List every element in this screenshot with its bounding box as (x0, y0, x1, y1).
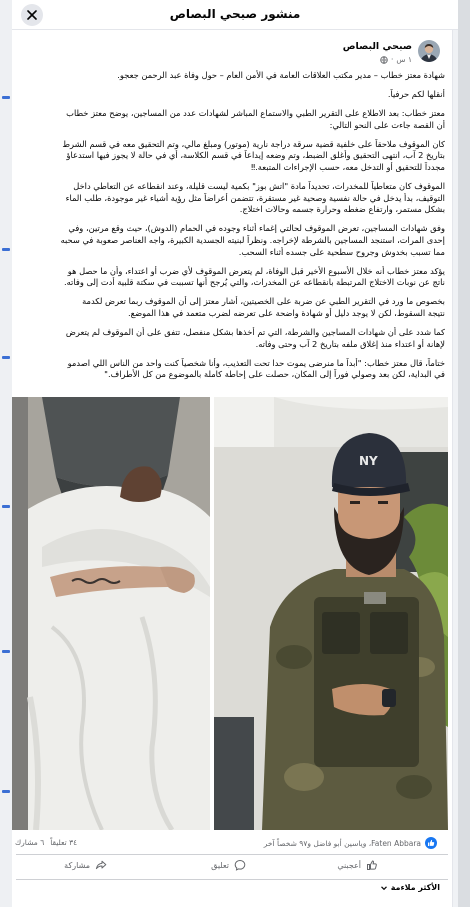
photo-camo-patch (396, 775, 432, 799)
meta-separator: · (391, 55, 394, 64)
post-paragraph (18, 89, 445, 101)
post-text-line: وفق شهادات المساجين، تعرض الموقوف لحالتي إغماء أثناء وجوده في الحمام (الدوش)، حيث وقع مرتين، وفي (68, 223, 445, 234)
photo-watch (382, 689, 396, 707)
background-feed-fragment (2, 790, 10, 793)
post-paragraph (18, 327, 445, 350)
post-text-line: أنقلها لكم حرفياً. (387, 89, 445, 100)
post-text-line: في البداية، لكن بعد وصولي فوراً إلى المكان، حصلت على إحاطة كاملة بالموضوع من كل الأطراف." (104, 369, 445, 380)
photo-man-portrait (214, 397, 448, 830)
like-button[interactable] (337, 859, 378, 871)
shares-count[interactable]: ٦ مشارك (15, 838, 45, 847)
post-text (18, 70, 445, 388)
comment-button[interactable] (211, 859, 246, 871)
post-paragraph (18, 139, 445, 174)
post-text-line: كما شدد على أن شهادات المساجين والشرطة، التي تم أخذها بشكل منفصل، تتفق على أن الموقوف لم يتعرض (65, 327, 445, 338)
post-paragraph (18, 358, 445, 381)
close-button[interactable] (21, 4, 43, 26)
post-photo-2[interactable] (214, 397, 448, 830)
chevron-down-icon (380, 884, 388, 892)
post-text-line: ناتج عن نوبات الاختلاج المرتبطة بانقطاعه عن المخدرات، والتي يُرجح أنها تسببت في سكتة قلبية أدت إلى وفاته. (63, 277, 445, 288)
post-modal (12, 0, 458, 907)
photo-vest-patch (364, 592, 386, 604)
share-arrow-icon (95, 859, 107, 871)
comments-count[interactable]: ٣٤ تعليقاً (50, 838, 78, 847)
background-feed-fragment (2, 96, 10, 99)
photo-covered-body (12, 397, 210, 830)
thumbs-up-icon-path (368, 861, 377, 870)
modal-header (12, 0, 458, 30)
post-text-line: كان الموقوف ملاحقاً على خلفية قضية سرقة دراجة نارية (موتور) ومبلغ مالي، وتم التحقيق معه في قسم الشرط (62, 138, 445, 149)
comments-sort-label: الأكثر ملاءمة (390, 883, 440, 892)
comment-bubble-icon (234, 859, 246, 871)
photo-eye (350, 501, 360, 504)
avatar-image (418, 40, 440, 62)
post-text-line: أن القصة جاءت على النحو التالي: (329, 119, 445, 130)
comment-label: تعليق (211, 860, 229, 870)
photo-doorway (214, 717, 254, 830)
post-text-line: الموقوف كان متعاطياً للمخدرات، تحديداً مادة "اتش بوز" بكمية ليست قليلة، وعند انقطاعه عن التعاطي داخل (73, 181, 445, 192)
author-avatar[interactable] (418, 40, 440, 62)
post-text-line: يؤكد معتز خطاب أنه خلال الأسبوع الأخير قبل الوفاة، لم يتعرض الموقوف لأي ضرب أو اعتداء، وأن ما حصل هو (67, 265, 445, 276)
chevron-down-icon-path (381, 886, 386, 889)
post-paragraph (18, 70, 445, 82)
divider (16, 854, 448, 855)
post-time[interactable]: ١ س (396, 55, 412, 64)
post-text-line: بشكل مستمر، وارتفاع ضغطه وحرارة جسمه وحالات اختلاج. (239, 204, 445, 215)
photo-bucket (42, 397, 180, 487)
photo-door-edge (12, 397, 28, 830)
post-paragraph (18, 296, 445, 319)
divider (16, 879, 448, 880)
post-text-line: نتيجة السقوط، لكن لا يوجد دليل أو شهادة واضحة على تعرضه لضرب متعمد في هذا الموضع. (128, 308, 445, 318)
post-paragraph (18, 223, 445, 258)
post-text-line: ختاماً، قال معتز خطاب: "أبداً ما منرضى يموت حدا تحت التعذيب، وأنا شخصياً كنت واحد من الناس اللي اصدمو (67, 357, 445, 368)
post-photo-1[interactable] (12, 397, 210, 830)
background-feed-fragment (2, 505, 10, 508)
background-feed-fragment (2, 248, 10, 251)
photo-vest-pocket (370, 612, 408, 654)
close-icon-stroke (28, 11, 36, 19)
post-text-line: معتز خطاب: بعد الاطلاع على التقرير الطبي والاستماع المباشر لشهادات عدد من المساجين، يوضح معتز خطاب (66, 108, 445, 119)
comments-sort-dropdown[interactable] (380, 883, 440, 892)
background-feed-fragment (2, 356, 10, 359)
post-paragraph (18, 181, 445, 216)
photo-eye (378, 501, 388, 504)
photo-vest-pocket (322, 612, 360, 654)
background-feed (0, 0, 12, 907)
thumbs-up-icon (366, 859, 378, 871)
photo-camo-patch (276, 645, 312, 669)
post-paragraph (18, 108, 445, 131)
share-arrow-icon-path (96, 861, 105, 868)
post-text-line: مما تسبب بخدوش وجروح سطحية على جسده أثناء السحب. (238, 246, 445, 257)
post-text-line: بخصوص ما ورد في التقرير الطبي عن ضربة على الخصيتين، أشار معتز إلى أن الموقوف ربما تعرض لكدمة (82, 296, 445, 307)
like-label: أعجبني (337, 860, 361, 870)
author-name[interactable]: صبحي البصاص (342, 41, 412, 52)
photo-camo-patch (284, 763, 324, 791)
post-text-line: لإهانة أو اعتداء منذ إغلاق ملفه بتاريخ 2 آب وحتى وفاته. (255, 338, 445, 349)
post-meta (380, 55, 412, 64)
engagement-counts (15, 838, 77, 847)
comment-bubble-icon-path (235, 861, 245, 870)
share-label: مشاركة (64, 860, 90, 870)
post-text-line: التوقيف، بدأ يدخل في حالة نفسية وصحية غير مستقرة، تتضمن أعراضاً مثل رؤية أشياء غير موجودة، طلب الماء (65, 192, 445, 203)
like-reaction-icon (425, 837, 437, 849)
background-feed-fragment (2, 650, 10, 653)
post-paragraph (18, 266, 445, 289)
post-text-line: شهادة معتز خطاب – مدير مكتب العلاقات العامة في الأمن العام – حول وفاة عبد الرحمن جعجو. (117, 70, 445, 80)
reactions-summary[interactable] (264, 837, 437, 849)
reactions-text: Faten Abbara، وياسين أبو فاضل و٩٧ شخصاً آخر (263, 838, 421, 848)
photo-cap-logo: NY (359, 454, 378, 468)
close-icon (27, 10, 37, 20)
post-text-line: إحدى المرات، استنجد المساجين بالشرطة لإخراجه. ونظراً لبنيته الجسدية الكبيرة، واجه العناصر صعوبة في سحبه (60, 235, 445, 246)
scrollbar[interactable] (452, 30, 458, 907)
share-button[interactable] (64, 859, 107, 871)
modal-title: منشور صبحي البصاص (169, 7, 301, 21)
post-text-line: بتاريخ 2 آب، انتهى التحقيق وأُغلق الضبط، وتم وضعه إيداعاً في قسم الكلاسة، أي في حالة لا يجوز فيها استدعاؤ (66, 150, 445, 161)
globe-icon (380, 56, 388, 64)
post-text-line: مجدداً للتحقيق أو التدخل معه، حسب الإجراءات المتبعة.‼ (251, 162, 445, 173)
engagement-bar (12, 834, 452, 852)
